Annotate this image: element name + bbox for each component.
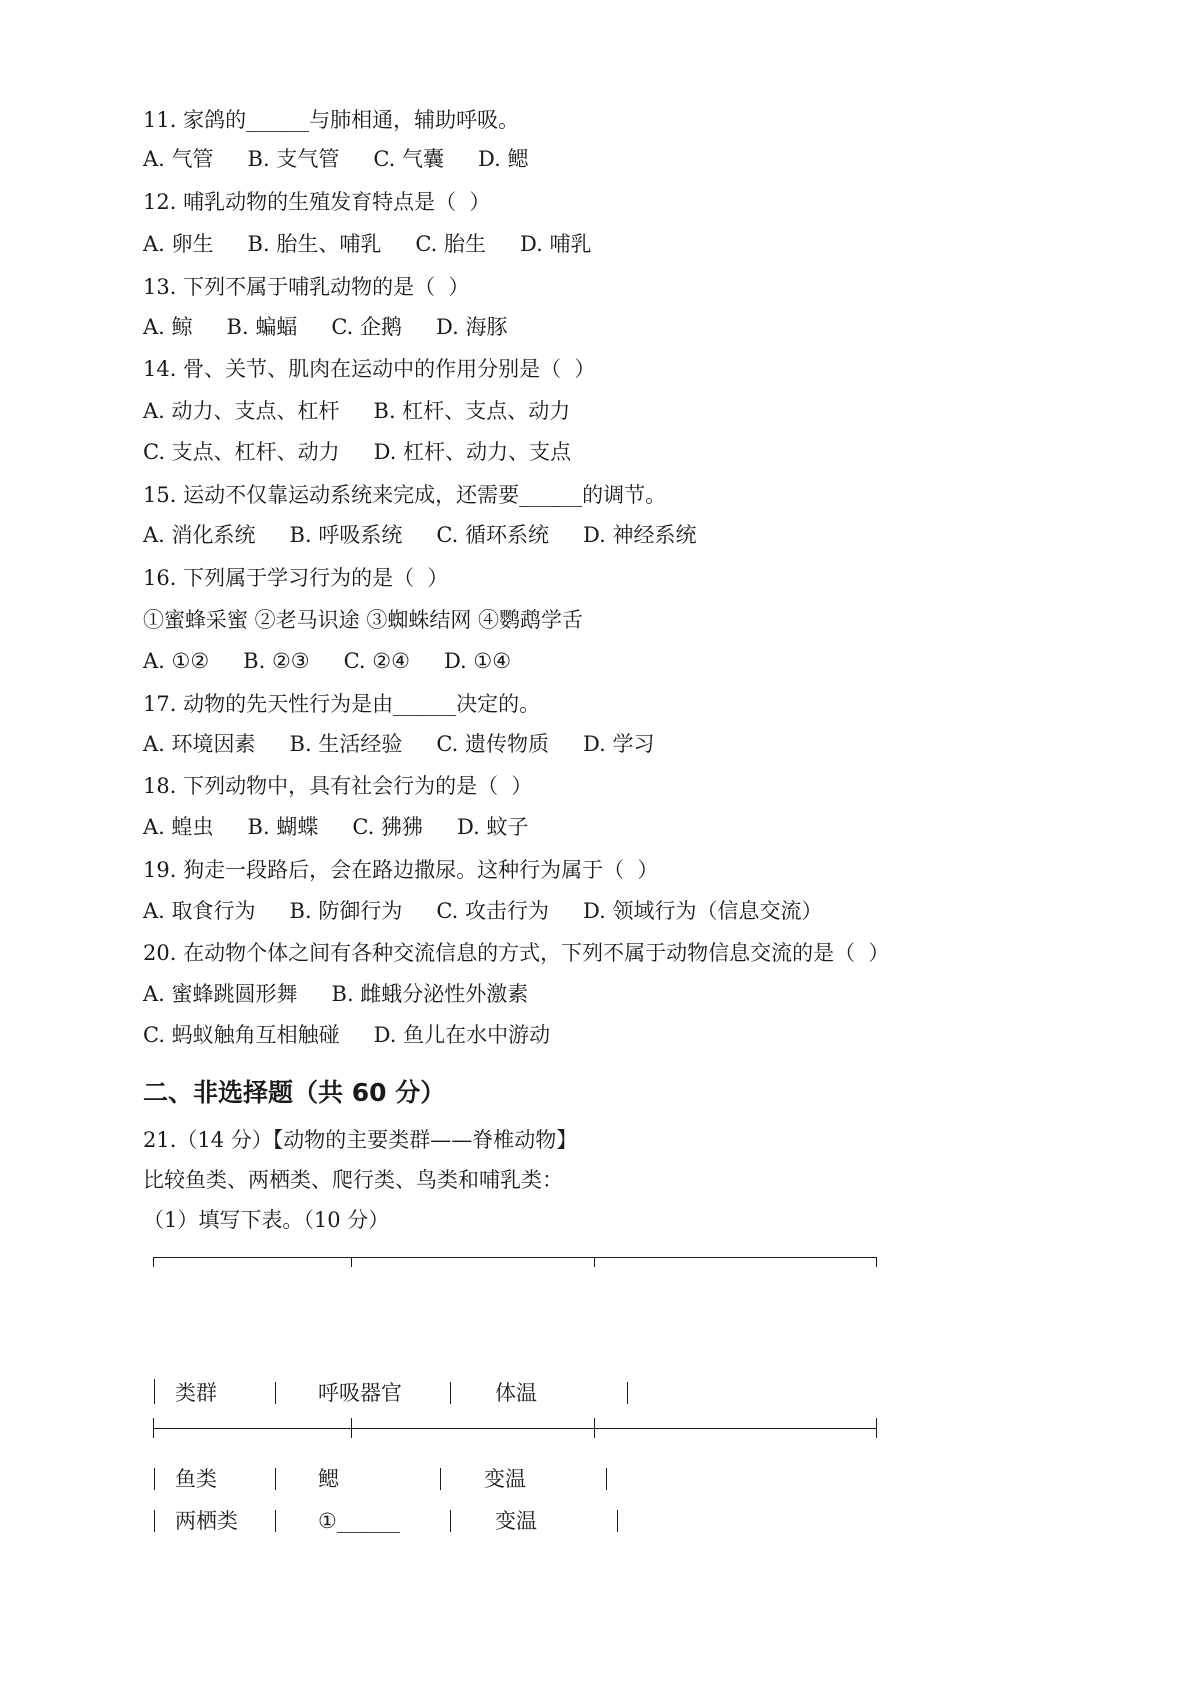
option-c: C. 遗传物质	[436, 732, 549, 756]
option-a: A. 消化系统	[143, 523, 256, 547]
option-b: B. 杠杆、支点、动力	[373, 399, 571, 423]
table-pipe	[440, 1468, 441, 1490]
table-tick	[153, 1418, 154, 1438]
question-12-stem: 12. 哺乳动物的生殖发育特点是（ ）	[143, 190, 491, 214]
option-b: B. 支气管	[247, 147, 340, 171]
question-16-items: ①蜜蜂采蜜 ②老马识途 ③蜘蛛结网 ④鹦鹉学舌	[143, 608, 584, 632]
table-pipe	[450, 1382, 451, 1404]
question-14-stem: 14. 骨、关节、肌肉在运动中的作用分别是（ ）	[143, 357, 596, 381]
option-a: A. 环境因素	[143, 732, 256, 756]
table-tick	[876, 1418, 877, 1438]
option-b: B. ②③	[243, 649, 310, 673]
row1-group: 鱼类	[175, 1467, 217, 1491]
option-c: C. 企鹅	[331, 315, 402, 339]
option-d: D. 哺乳	[520, 232, 592, 256]
table-pipe	[154, 1468, 155, 1490]
option-d: D. 鳃	[478, 147, 529, 171]
option-c: C. 支点、杠杆、动力	[143, 440, 340, 464]
option-d: D. 神经系统	[583, 523, 697, 547]
question-20-stem: 20. 在动物个体之间有各种交流信息的方式，下列不属于动物信息交流的是（ ）	[143, 941, 890, 965]
option-d: D. 鱼儿在水中游动	[373, 1023, 551, 1047]
question-21-intro: 比较鱼类、两栖类、爬行类、鸟类和哺乳类：	[143, 1168, 563, 1192]
question-21-title: 21.（14 分）【动物的主要类群——脊椎动物】	[143, 1128, 578, 1152]
table-pipe	[617, 1510, 618, 1532]
header-cell-temperature: 体温	[495, 1381, 537, 1405]
question-11-stem: 11. 家鸽的______与肺相通，辅助呼吸。	[143, 108, 520, 132]
header-cell-respiratory: 呼吸器官	[318, 1381, 402, 1405]
section-heading: 二、非选择题（共 60 分）	[143, 1078, 446, 1107]
option-a: A. 动力、支点、杠杆	[143, 399, 340, 423]
option-d: D. 领域行为（信息交流）	[583, 899, 823, 923]
row1-respiratory: 鳃	[318, 1467, 339, 1491]
option-b: B. 生活经验	[289, 732, 403, 756]
option-a: A. 蜜蜂跳圆形舞	[143, 982, 298, 1006]
option-c: C. ②④	[343, 649, 410, 673]
option-a: A. 鲸	[143, 315, 193, 339]
option-a: A. 气管	[143, 147, 214, 171]
table-pipe	[154, 1510, 155, 1532]
option-d: D. 杠杆、动力、支点	[373, 440, 572, 464]
table-tick	[351, 1418, 352, 1438]
option-b: B. 蝙蝠	[226, 315, 298, 339]
option-a: A. ①②	[143, 649, 210, 673]
option-d: D. 蚊子	[457, 815, 529, 839]
option-d: D. 学习	[583, 732, 655, 756]
option-c: C. 蚂蚁触角互相触碰	[143, 1023, 340, 1047]
table-pipe	[275, 1382, 276, 1404]
option-a: A. 卵生	[143, 232, 214, 256]
question-21-subpart-1: （1）填写下表。（10 分）	[143, 1208, 390, 1232]
question-13-stem: 13. 下列不属于哺乳动物的是（ ）	[143, 275, 470, 299]
table-pipe	[154, 1382, 155, 1404]
table-pipe	[275, 1510, 276, 1532]
option-b: B. 呼吸系统	[289, 523, 403, 547]
option-b: B. 雌蛾分泌性外激素	[331, 982, 529, 1006]
option-c: C. 胎生	[415, 232, 486, 256]
table-tick	[594, 1418, 595, 1438]
option-c: C. 循环系统	[436, 523, 549, 547]
table-pipe	[450, 1510, 451, 1532]
row2-respiratory-blank: ①______	[318, 1509, 400, 1533]
question-18-stem: 18. 下列动物中，具有社会行为的是（ ）	[143, 774, 533, 798]
question-19-stem: 19. 狗走一段路后，会在路边撒尿。这种行为属于（ ）	[143, 858, 659, 882]
question-16-stem: 16. 下列属于学习行为的是（ ）	[143, 566, 449, 590]
option-d: D. 海豚	[436, 315, 508, 339]
option-a: A. 蝗虫	[143, 815, 214, 839]
table-row-separator	[153, 1428, 877, 1429]
question-17-stem: 17. 动物的先天性行为是由______决定的。	[143, 692, 541, 716]
option-c: C. 攻击行为	[436, 899, 549, 923]
question-15-stem: 15. 运动不仅靠运动系统来完成，还需要______的调节。	[143, 483, 667, 507]
option-c: C. 气囊	[373, 147, 444, 171]
option-b: B. 蝴蝶	[247, 815, 319, 839]
header-cell-group: 类群	[175, 1381, 217, 1405]
option-c: C. 狒狒	[352, 815, 423, 839]
table-pipe	[606, 1468, 607, 1490]
option-b: B. 防御行为	[289, 899, 403, 923]
table-pipe	[275, 1468, 276, 1490]
option-d: D. ①④	[443, 649, 512, 673]
row2-group: 两栖类	[175, 1509, 238, 1533]
table-pipe	[627, 1382, 628, 1404]
row1-temperature: 变温	[484, 1467, 526, 1491]
option-a: A. 取食行为	[143, 899, 256, 923]
option-b: B. 胎生、哺乳	[247, 232, 382, 256]
row2-temperature: 变温	[495, 1509, 537, 1533]
